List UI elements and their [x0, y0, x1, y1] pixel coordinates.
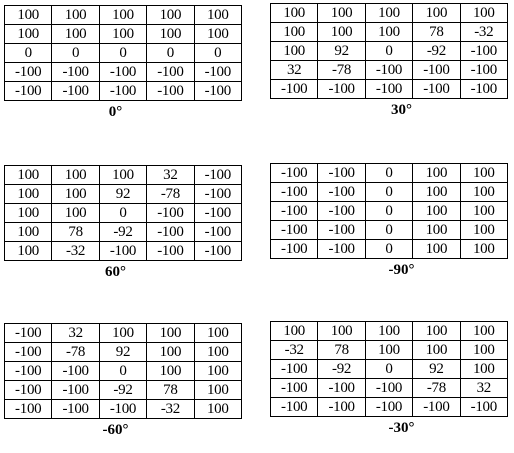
- grid-row: [5, 204, 242, 223]
- grid-cell: -100: [365, 80, 412, 99]
- grid-cell: -100: [99, 242, 146, 261]
- grid-cell: -100: [318, 202, 365, 221]
- grid-cell: 0: [365, 183, 412, 202]
- grid-cell: 100: [52, 204, 99, 223]
- grid-row: [271, 183, 508, 202]
- kernel-grid: [270, 163, 508, 259]
- grid-cell: 0: [99, 204, 146, 223]
- grid-cell: 100: [413, 4, 460, 23]
- angle-caption: -30°: [388, 420, 415, 436]
- grid-cell: -100: [271, 202, 318, 221]
- grid-row: [271, 221, 508, 240]
- grid-cell: -100: [271, 398, 318, 417]
- panel-60-deg: [4, 165, 242, 281]
- grid-cell: -100: [194, 82, 241, 101]
- grid-cell: 100: [318, 322, 365, 341]
- grid-cell: 100: [5, 166, 52, 185]
- grid-cell: -100: [271, 379, 318, 398]
- grid-cell: -100: [194, 223, 241, 242]
- grid-cell: -100: [147, 63, 194, 82]
- grid-cell: 100: [5, 25, 52, 44]
- panel-0-deg: [4, 5, 242, 121]
- grid-cell: 32: [460, 379, 507, 398]
- grid-cell: 100: [99, 25, 146, 44]
- grid-cell: 100: [147, 343, 194, 362]
- grid-row: [271, 42, 508, 61]
- grid-cell: -100: [271, 183, 318, 202]
- grid-cell: -100: [318, 240, 365, 259]
- grid-cell: 100: [365, 322, 412, 341]
- grid-cell: 100: [460, 341, 507, 360]
- grid-cell: 100: [194, 381, 241, 400]
- grid-row: [5, 362, 242, 381]
- grid-cell: -78: [52, 343, 99, 362]
- grid-cell: -100: [271, 360, 318, 379]
- grid-cell: -78: [318, 61, 365, 80]
- grid-cell: 100: [413, 341, 460, 360]
- grid-cell: 92: [99, 185, 146, 204]
- grid-cell: -100: [318, 80, 365, 99]
- grid-cell: 100: [147, 362, 194, 381]
- grid-cell: 100: [147, 25, 194, 44]
- grid-cell: 100: [460, 202, 507, 221]
- grid-cell: 100: [194, 362, 241, 381]
- grid-row: [271, 341, 508, 360]
- grid-row: [5, 82, 242, 101]
- grid-cell: -100: [460, 398, 507, 417]
- grid-cell: -100: [318, 183, 365, 202]
- grid-cell: 100: [147, 324, 194, 343]
- grid-cell: -92: [413, 42, 460, 61]
- grid-cell: 100: [5, 204, 52, 223]
- angle-caption: 0°: [108, 104, 123, 120]
- grid-cell: -100: [194, 242, 241, 261]
- grid-cell: -100: [365, 61, 412, 80]
- grid-cell: -100: [365, 398, 412, 417]
- grid-cell: -100: [147, 223, 194, 242]
- grid-cell: 100: [52, 166, 99, 185]
- grid-cell: 100: [318, 4, 365, 23]
- grid-row: [5, 242, 242, 261]
- angle-caption: 60°: [105, 264, 126, 280]
- grid-cell: 0: [365, 164, 412, 183]
- grid-cell: -100: [318, 221, 365, 240]
- grid-cell: -100: [147, 242, 194, 261]
- grid-cell: 0: [365, 360, 412, 379]
- grid-cell: 100: [147, 6, 194, 25]
- grid-cell: 100: [460, 164, 507, 183]
- grid-cell: 0: [365, 240, 412, 259]
- grid-cell: 100: [413, 164, 460, 183]
- grid-cell: 32: [271, 61, 318, 80]
- grid-cell: -100: [99, 63, 146, 82]
- grid-cell: -92: [99, 381, 146, 400]
- grid-row: [271, 379, 508, 398]
- grid-cell: 0: [365, 202, 412, 221]
- grid-row: [5, 381, 242, 400]
- grid-cell: 92: [99, 343, 146, 362]
- grid-cell: -100: [460, 61, 507, 80]
- grid-cell: -78: [147, 185, 194, 204]
- grid-row: [271, 164, 508, 183]
- grid-cell: 100: [99, 6, 146, 25]
- grid-cell: 0: [365, 42, 412, 61]
- grid-cell: -32: [147, 400, 194, 419]
- grid-cell: 100: [5, 242, 52, 261]
- grid-cell: -100: [413, 80, 460, 99]
- grid-cell: -100: [271, 221, 318, 240]
- grid-cell: 100: [413, 240, 460, 259]
- grid-cell: -100: [52, 63, 99, 82]
- grid-cell: 100: [271, 322, 318, 341]
- grid-row: [5, 400, 242, 419]
- grid-cell: -32: [460, 23, 507, 42]
- grid-cell: 100: [460, 360, 507, 379]
- grid-row: [5, 44, 242, 63]
- grid-row: [271, 4, 508, 23]
- grid-cell: -100: [271, 80, 318, 99]
- grid-row: [271, 240, 508, 259]
- grid-cell: 100: [460, 4, 507, 23]
- grid-cell: -100: [5, 324, 52, 343]
- grid-cell: 100: [194, 343, 241, 362]
- grid-cell: 100: [52, 185, 99, 204]
- grid-cell: 100: [413, 202, 460, 221]
- grid-cell: 100: [52, 25, 99, 44]
- panel-minus-90-deg: [270, 163, 508, 279]
- grid-cell: -100: [147, 204, 194, 223]
- grid-cell: -92: [318, 360, 365, 379]
- grid-cell: -100: [5, 381, 52, 400]
- grid-cell: -100: [318, 379, 365, 398]
- grid-cell: 100: [365, 23, 412, 42]
- grid-cell: -100: [271, 164, 318, 183]
- grid-cell: -100: [5, 400, 52, 419]
- grid-cell: 0: [99, 362, 146, 381]
- grid-cell: -100: [52, 362, 99, 381]
- grid-cell: 100: [365, 341, 412, 360]
- angle-caption: -90°: [388, 262, 415, 278]
- grid-cell: 100: [194, 324, 241, 343]
- panel-minus-60-deg: [4, 323, 242, 439]
- grid-row: [271, 61, 508, 80]
- grid-cell: 78: [147, 381, 194, 400]
- grid-cell: -100: [5, 82, 52, 101]
- grid-row: [5, 166, 242, 185]
- grid-cell: 92: [318, 42, 365, 61]
- kernel-grid: [270, 321, 508, 417]
- grid-cell: -100: [194, 185, 241, 204]
- grid-cell: 100: [5, 185, 52, 204]
- grid-cell: -100: [52, 381, 99, 400]
- grid-cell: -100: [99, 400, 146, 419]
- grid-row: [271, 322, 508, 341]
- grid-cell: 100: [194, 6, 241, 25]
- grid-cell: 100: [460, 183, 507, 202]
- grid-cell: 0: [147, 44, 194, 63]
- grid-row: [5, 63, 242, 82]
- grid-cell: -100: [365, 379, 412, 398]
- grid-cell: 100: [99, 166, 146, 185]
- grid-row: [5, 324, 242, 343]
- grid-cell: 100: [365, 4, 412, 23]
- grid-row: [5, 223, 242, 242]
- grid-row: [5, 6, 242, 25]
- grid-row: [5, 185, 242, 204]
- grid-cell: -100: [413, 61, 460, 80]
- grid-cell: 100: [460, 221, 507, 240]
- grid-row: [271, 360, 508, 379]
- grid-cell: 0: [365, 221, 412, 240]
- grid-cell: 78: [52, 223, 99, 242]
- grid-cell: 100: [318, 23, 365, 42]
- kernel-grid: [270, 3, 508, 99]
- grid-cell: 92: [413, 360, 460, 379]
- grid-cell: 100: [413, 221, 460, 240]
- grid-cell: -32: [271, 341, 318, 360]
- kernel-grid: [4, 5, 242, 101]
- kernel-grid: [4, 165, 242, 261]
- grid-cell: 0: [99, 44, 146, 63]
- grid-cell: 78: [413, 23, 460, 42]
- grid-cell: 100: [5, 223, 52, 242]
- grid-cell: 100: [52, 6, 99, 25]
- grid-cell: 100: [271, 4, 318, 23]
- grid-cell: 78: [318, 341, 365, 360]
- grid-row: [271, 23, 508, 42]
- grid-cell: -100: [52, 82, 99, 101]
- grid-cell: -100: [52, 400, 99, 419]
- grid-cell: -100: [318, 164, 365, 183]
- grid-cell: -100: [194, 63, 241, 82]
- grid-cell: -100: [318, 398, 365, 417]
- panel-30-deg: [270, 3, 508, 119]
- grid-cell: -78: [413, 379, 460, 398]
- grid-row: [271, 80, 508, 99]
- angle-caption: -60°: [102, 422, 129, 438]
- grid-cell: -100: [147, 82, 194, 101]
- grid-cell: 100: [271, 23, 318, 42]
- grid-cell: -100: [460, 42, 507, 61]
- grid-cell: -100: [99, 82, 146, 101]
- grid-cell: -100: [413, 398, 460, 417]
- grid-cell: -100: [271, 240, 318, 259]
- grid-cell: 32: [147, 166, 194, 185]
- grid-cell: 100: [460, 322, 507, 341]
- grid-row: [271, 398, 508, 417]
- grid-row: [5, 343, 242, 362]
- grid-cell: 100: [5, 6, 52, 25]
- grid-cell: -100: [5, 362, 52, 381]
- grid-cell: 100: [413, 183, 460, 202]
- grid-cell: -32: [52, 242, 99, 261]
- grid-cell: 100: [99, 324, 146, 343]
- grid-cell: 32: [52, 324, 99, 343]
- grid-cell: -100: [5, 343, 52, 362]
- grid-cell: 100: [194, 400, 241, 419]
- angle-caption: 30°: [391, 102, 412, 118]
- grid-cell: 100: [194, 25, 241, 44]
- grid-cell: -100: [460, 80, 507, 99]
- grid-cell: -100: [194, 204, 241, 223]
- kernel-grid: [4, 323, 242, 419]
- grid-cell: 100: [460, 240, 507, 259]
- grid-cell: 0: [52, 44, 99, 63]
- grid-cell: -92: [99, 223, 146, 242]
- grid-row: [5, 25, 242, 44]
- grid-cell: -100: [194, 166, 241, 185]
- grid-cell: -100: [5, 63, 52, 82]
- panel-minus-30-deg: [270, 321, 508, 437]
- grid-cell: 100: [413, 322, 460, 341]
- grid-cell: 0: [5, 44, 52, 63]
- grid-row: [271, 202, 508, 221]
- grid-cell: 100: [271, 42, 318, 61]
- grid-cell: 0: [194, 44, 241, 63]
